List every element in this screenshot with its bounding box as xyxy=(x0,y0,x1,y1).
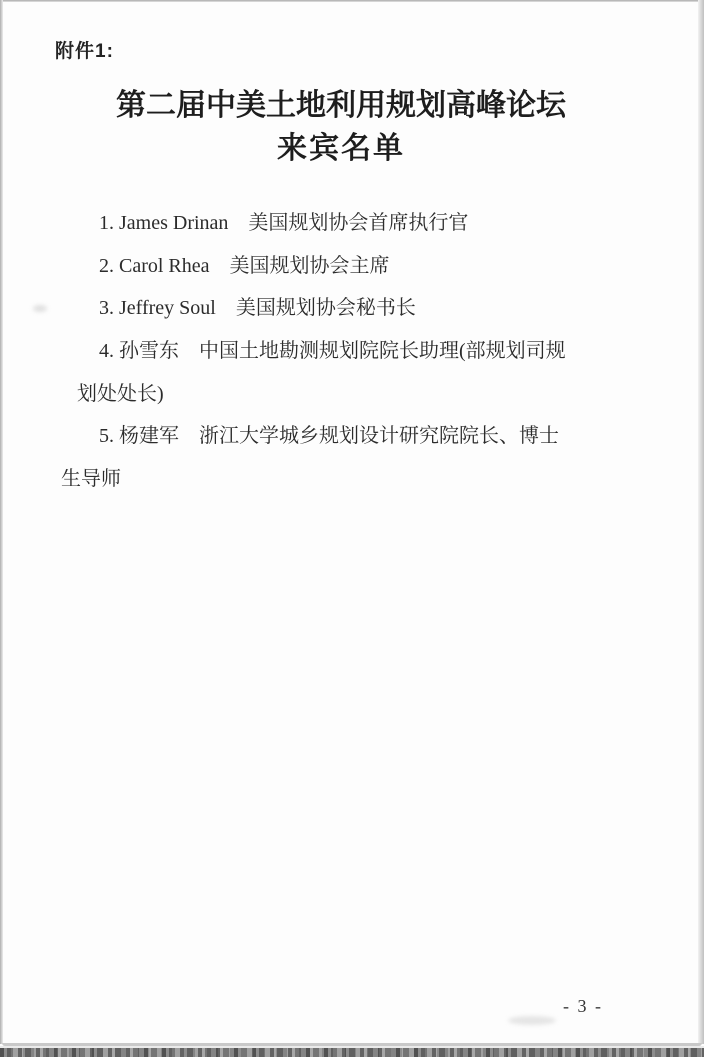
guest-line-1: 1. James Drinan 美国规划协会首席执行官 xyxy=(99,212,469,234)
scan-smudge xyxy=(33,305,47,312)
attachment-label: 附件1: xyxy=(55,41,114,62)
scan-edge-bottom-strip xyxy=(0,1048,704,1057)
guest-line-5-continuation: 生导师 xyxy=(61,468,121,490)
page-number: - 3 - xyxy=(563,996,603,1016)
guest-line-5: 5. 杨建军 浙江大学城乡规划设计研究院院长、博士 xyxy=(99,425,559,447)
guest-line-4: 4. 孙雪东 中国土地勘测规划院院长助理(部规划司规 xyxy=(99,340,566,362)
scan-edge-left xyxy=(0,0,3,1044)
document-title-line-1: 第二届中美土地利用规划高峰论坛 xyxy=(116,89,566,122)
document-title-line-2: 来宾名单 xyxy=(277,132,405,165)
scan-smudge xyxy=(508,1016,556,1025)
scan-edge-top xyxy=(0,0,704,2)
guest-line-3: 3. Jeffrey Soul 美国规划协会秘书长 xyxy=(99,297,416,319)
guest-line-4-continuation: 划处处长) xyxy=(77,383,164,405)
scan-edge-right xyxy=(698,0,704,1044)
guest-line-2: 2. Carol Rhea 美国规划协会主席 xyxy=(99,255,390,277)
